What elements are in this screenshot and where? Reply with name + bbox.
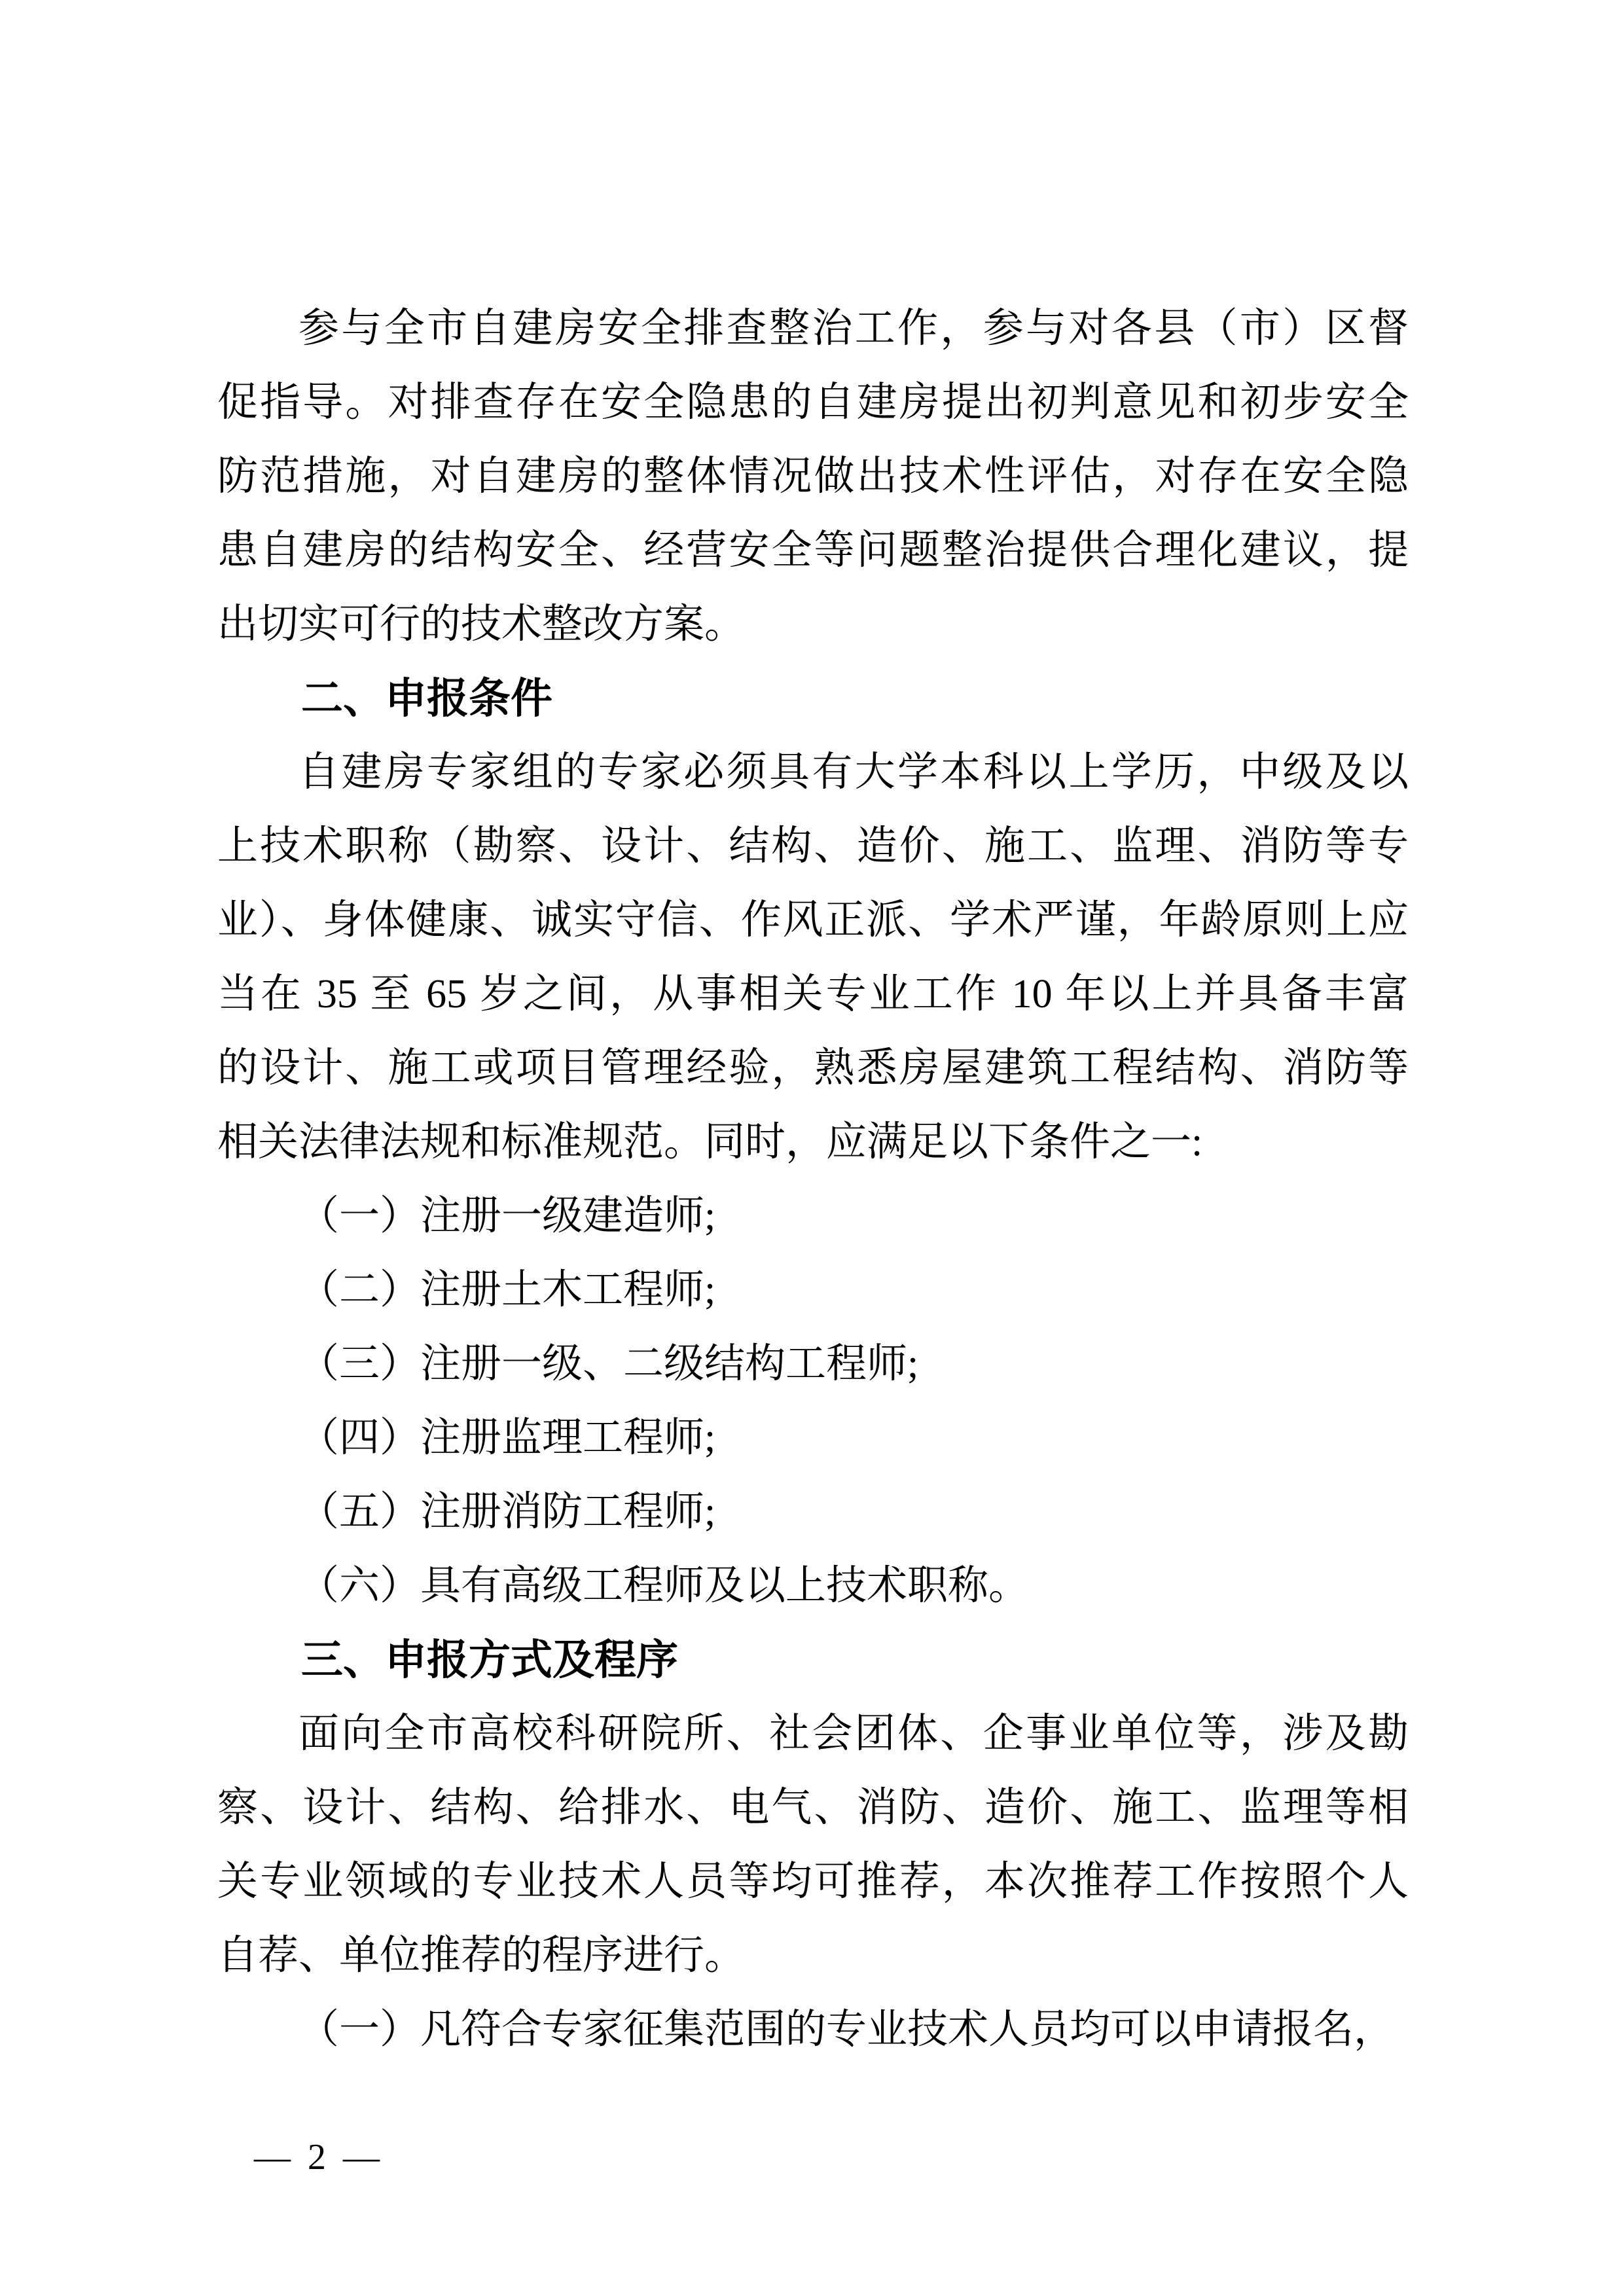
condition-list-item: （六）具有高级工程师及以上技术职称。 [298, 1564, 1030, 1608]
paragraph-1-line: 出切实可行的技术整改方案。 [217, 602, 746, 647]
document-body [217, 292, 1409, 2067]
paragraph-1-line: 参与全市自建房安全排查整治工作，参与对各县（市）区督 [298, 306, 1409, 351]
section-heading-procedure: 三、申报方式及程序 [301, 1636, 678, 1683]
condition-list-item: （五）注册消防工程师; [298, 1490, 716, 1534]
paragraph-2-line: 自建房专家组的专家必须具有大学本科以上学历，中级及以 [298, 750, 1409, 795]
paragraph-2-line: 的设计、施工或项目管理经验，熟悉房屋建筑工程结构、消防等 [217, 1046, 1409, 1090]
paragraph-2-line: 上技术职称（勘察、设计、结构、造价、施工、监理、消防等专 [217, 824, 1409, 869]
page-number: — 2 — [254, 2137, 384, 2178]
paragraph-3-line: 自荐、单位推荐的程序进行。 [217, 1933, 746, 1978]
section-heading-conditions: 二、申报条件 [301, 675, 552, 722]
paragraph-3-line: 关专业领域的专业技术人员等均可推荐，本次推荐工作按照个人 [217, 1859, 1409, 1904]
paragraph-3-line: 面向全市高校科研院所、社会团体、企事业单位等，涉及勘 [298, 1712, 1409, 1756]
paragraph-1-line: 防范措施，对自建房的整体情况做出技术性评估，对存在安全隐 [217, 454, 1409, 499]
paragraph-1-line: 患自建房的结构安全、经营安全等问题整治提供合理化建议，提 [217, 528, 1409, 573]
paragraph-2-line: 业）、身体健康、诚实守信、作风正派、学术严谨，年龄原则上应 [217, 898, 1409, 942]
condition-list-item: （一）注册一级建造师; [298, 1194, 716, 1238]
condition-list-item: （四）注册监理工程师; [298, 1416, 716, 1460]
paragraph-2-line: 当在 35 至 65 岁之间，从事相关专业工作 10 年以上并具备丰富 [217, 972, 1409, 1016]
paragraph-3-line: 察、设计、结构、给排水、电气、消防、造价、施工、监理等相 [217, 1785, 1409, 1830]
paragraph-2-line: 相关法律法规和标准规范。同时，应满足以下条件之一: [217, 1120, 1203, 1164]
paragraph-1-line: 促指导。对排查存在安全隐患的自建房提出初判意见和初步安全 [217, 380, 1409, 425]
condition-list-item: （二）注册土木工程师; [298, 1268, 716, 1312]
condition-list-item: （三）注册一级、二级结构工程师; [298, 1342, 919, 1386]
paragraph-4-line: （一）凡符合专家征集范围的专业技术人员均可以申请报名， [298, 2007, 1395, 2052]
